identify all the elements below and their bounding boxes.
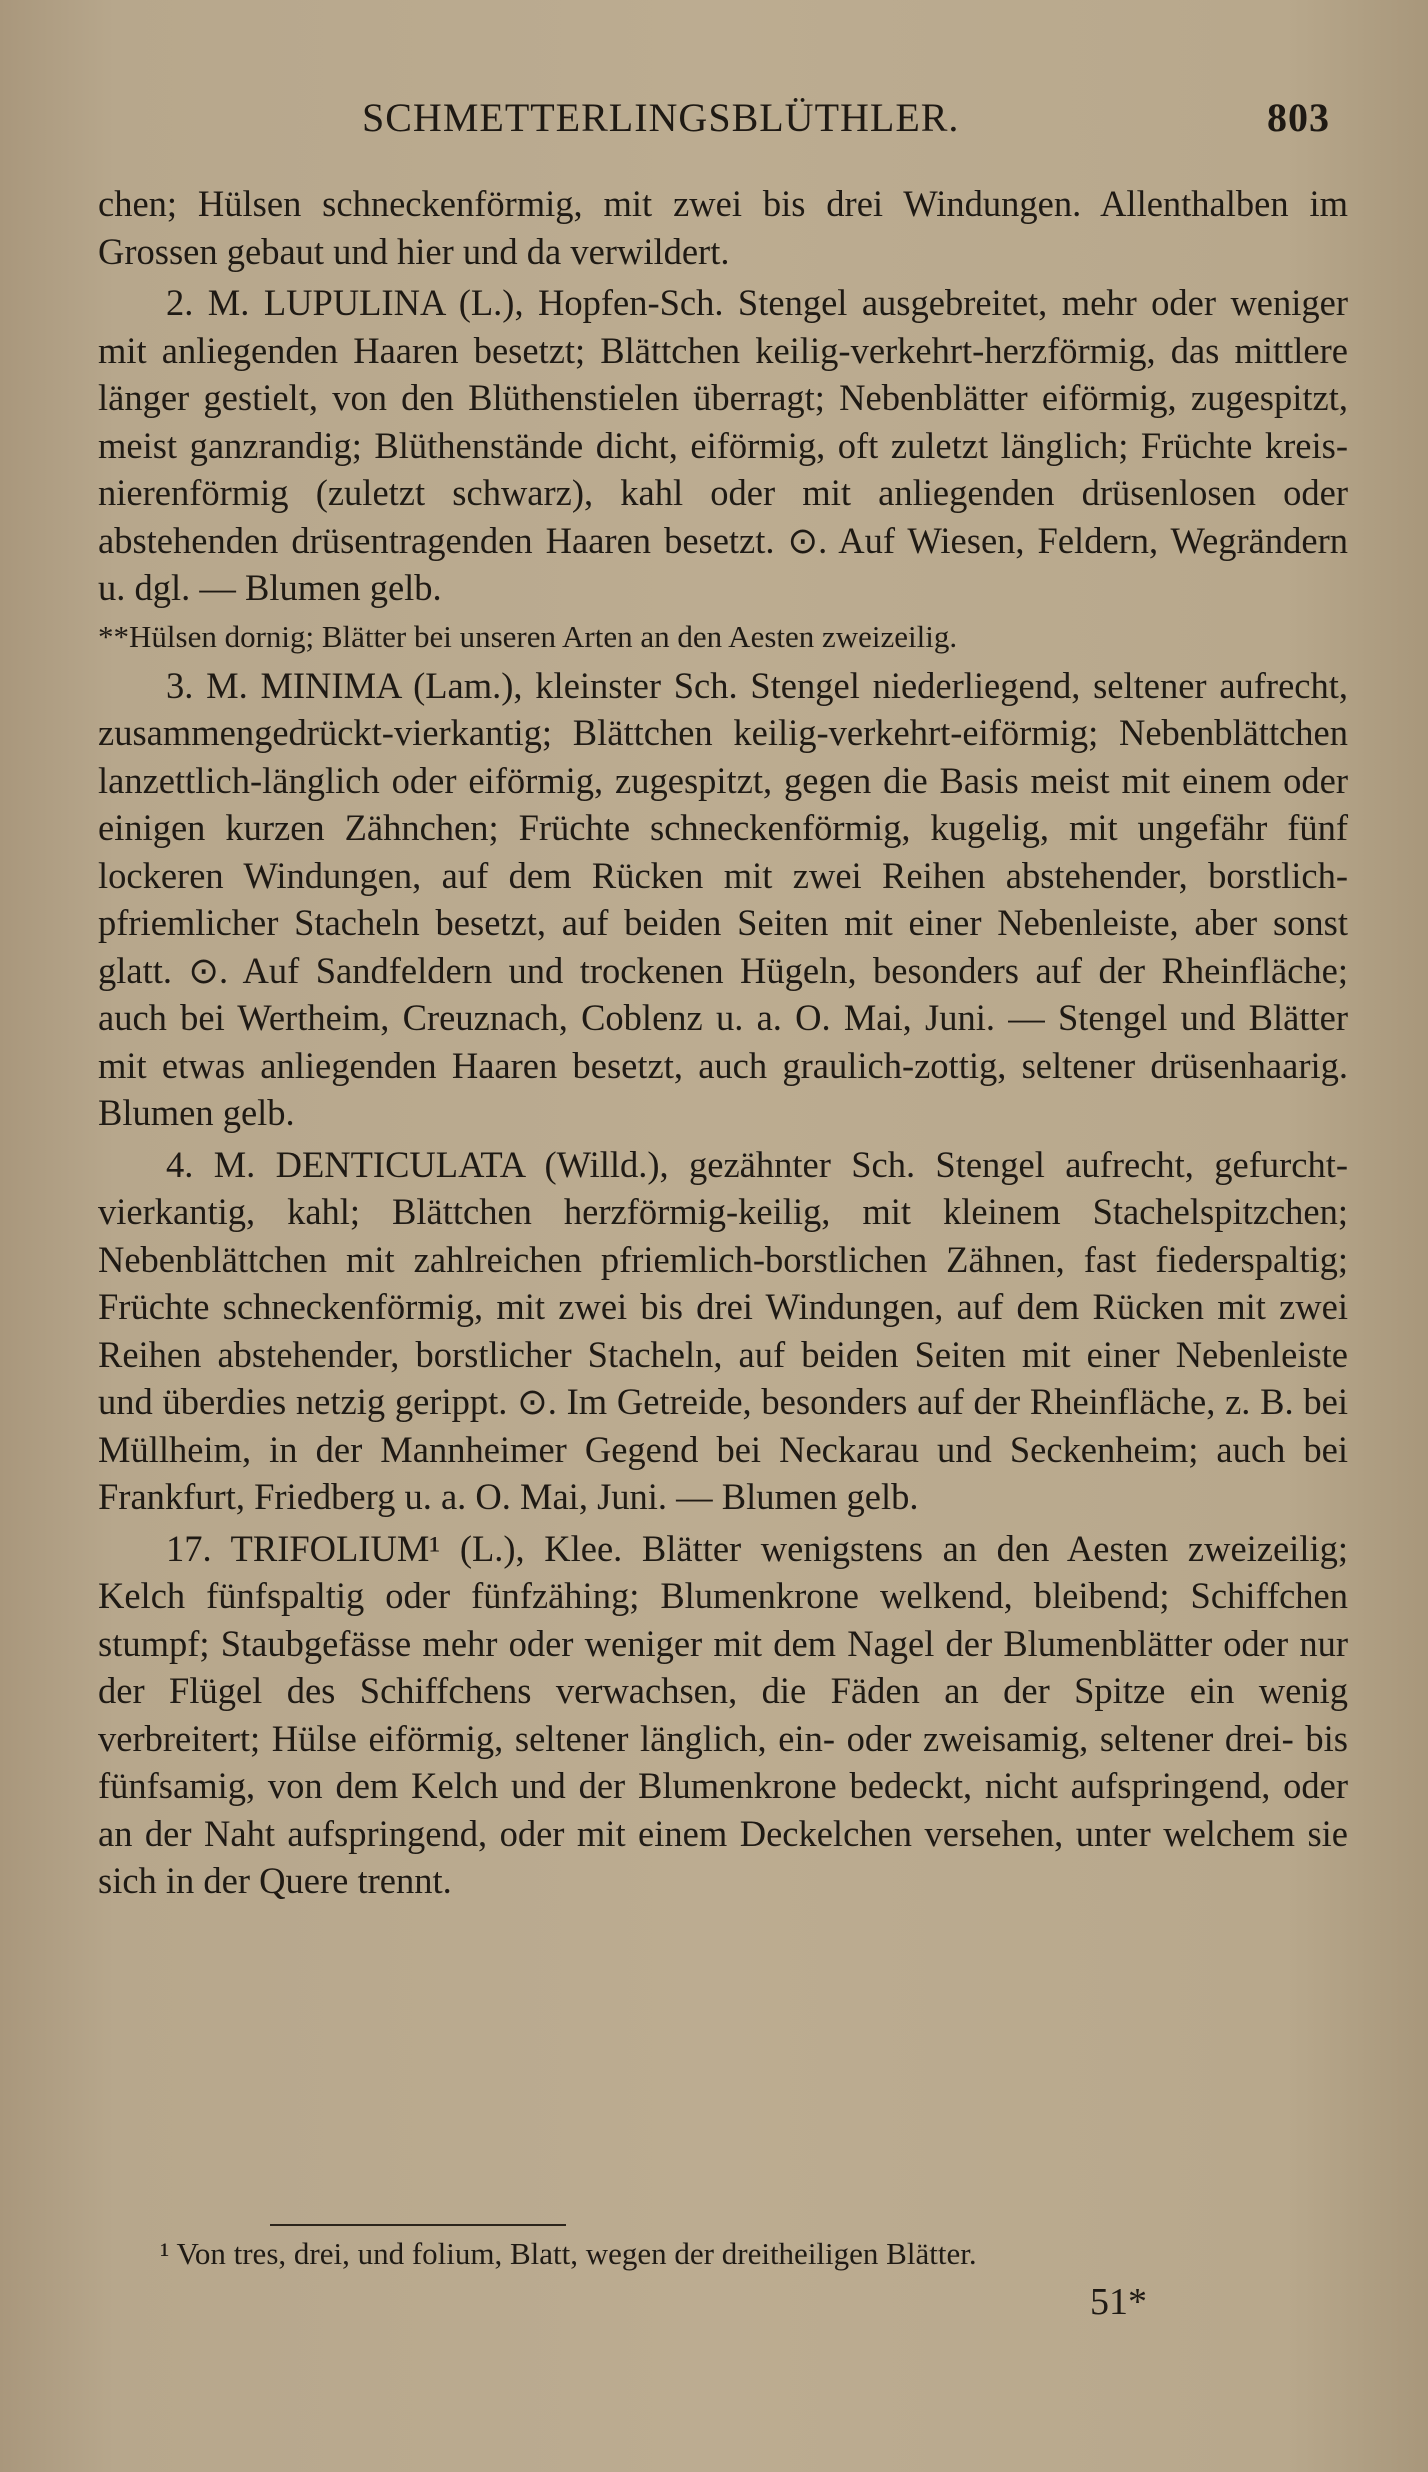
running-title: SCHMETTERLINGSBLÜTHLER. — [362, 95, 960, 140]
running-head — [100, 86, 1330, 146]
signature-mark: 51* — [1090, 2281, 1147, 2323]
paragraph-medicago-lupulina: 2. M. LUPULINA (L.), Hopfen-Sch. Stengel ausgebreitet, mehr oder weniger mit anliegenden Haaren besetzt; Blättchen keilig-verkehrt-herzförmig, das mittlere länger gestielt, von den Blüthenstielen überragt; Nebenblätter eiförmig, zugespitzt, meist ganzrandig; Blüthenstände dicht, eiförmig, oft zuletzt länglich; Früchte kreis-nierenförmig (zuletzt schwarz), kahl oder mit anliegenden drüsenlosen oder abstehenden drüsentragenden Haaren besetzt. ⊙. Auf Wiesen, Feldern, Wegrändern u. dgl. — Blumen gelb. — [98, 282, 1348, 608]
paragraph-medicago-minima: 3. M. MINIMA (Lam.), kleinster Sch. Stengel niederliegend, seltener aufrecht, zusammengedrückt-vierkantig; Blättchen keilig-verkehrt-eiförmig; Nebenblättchen lanzettlich-länglich oder eiförmig, zugespitzt, gegen die Basis meist mit einem oder einigen kurzen Zähnchen; Früchte schneckenförmig, kugelig, mit ungefähr fünf lockeren Windungen, auf dem Rücken mit zwei Reihen abstehender, borstlich-pfriemlicher Stacheln besetzt, auf beiden Seiten mit einer Nebenleiste, aber sonst glatt. ⊙. Auf Sandfeldern und trockenen Hügeln, besonders auf der Rheinfläche; auch bei Wertheim, Creuznach, Coblenz u. a. O. Mai, Juni. — Stengel und Blätter mit etwas anliegenden Haaren besetzt, auch graulich-zottig, seltener drüsenhaarig. Blumen gelb. — [98, 664, 1348, 1133]
paragraph-medicago-denticulata: 4. M. DENTICULATA (Willd.), gezähnter Sch. Stengel aufrecht, gefurcht-vierkantig, kahl; Blättchen herzförmig-keilig, mit kleinem Stachelspitzchen; Nebenblättchen mit zahlreichen pfriemlich-borstlichen Zähnen, fast fiederspaltig; Früchte schneckenförmig, mit zwei bis drei Windungen, auf dem Rücken mit zwei Reihen abstehender, borstlicher Stacheln, auf beiden Seiten mit einer Nebenleiste und überdies netzig gerippt. ⊙. Im Getreide, besonders auf der Rheinfläche, z. B. bei Müllheim, in der Mannheimer Gegend bei Neckarau und Seckenheim; auch bei Frankfurt, Friedberg u. a. O. Mai, Juni. — Blumen gelb. — [98, 1143, 1348, 1517]
page-number: 803 — [1267, 95, 1330, 140]
paragraph-continuation: chen; Hülsen schneckenförmig, mit zwei bis drei Windungen. Allenthalben im Grossen gebaut und hier und da verwildert. — [98, 183, 1348, 272]
footnote: ¹ Von tres, drei, und folium, Blatt, wegen der dreitheiligen Blätter. — [160, 2236, 977, 2271]
body-text — [98, 180, 1348, 1905]
paragraph-subgroup-note: **Hülsen dornig; Blätter bei unseren Arten an den Aesten zweizeilig. — [98, 618, 958, 654]
paragraph-genus-trifolium: 17. TRIFOLIUM¹ (L.), Klee. Blätter wenigstens an den Aesten zweizeilig; Kelch fünfspaltig oder fünfzähing; Blumenkrone welkend, bleibend; Schiffchen stumpf; Staubgefässe mehr oder weniger mit dem Nagel der Blumenblätter oder nur der Flügel des Schiffchens verwachsen, die Fäden an der Spitze ein wenig verbreitert; Hülse eiförmig, seltener länglich, ein- oder zweisamig, seltener drei- bis fünfsamig, von dem Kelch und der Blumenkrone bedeckt, nicht aufspringend, oder an der Naht aufspringend, oder mit einem Deckelchen versehen, unter welchem sie sich in der Quere trennt. — [98, 1527, 1348, 1901]
footnote-rule — [270, 2224, 566, 2226]
